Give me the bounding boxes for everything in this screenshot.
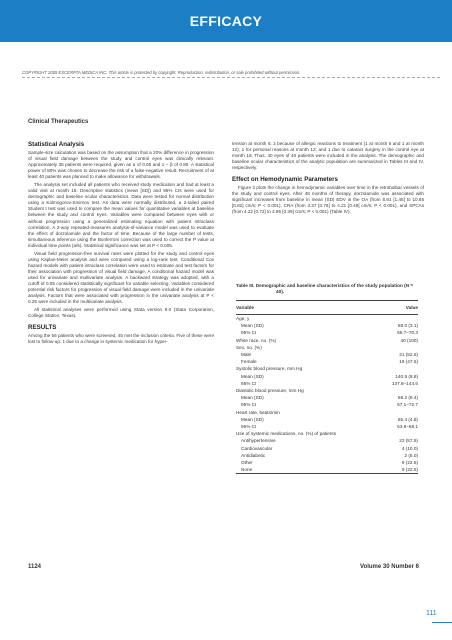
paragraph: All statistical analyses were performed using Stata version 9.0 (Stata Corporation, College Station, Texas). bbox=[28, 307, 214, 319]
volume-info: Volume 30 Number 6 bbox=[360, 564, 419, 570]
row-label: 95% CI bbox=[241, 424, 257, 430]
table-caption: Table III. Demographic and baseline characteristics of the study population (N = 40). bbox=[236, 283, 414, 294]
section-heading: Effect on Hemodynamic Parameters bbox=[232, 176, 338, 184]
right-column bbox=[232, 141, 424, 217]
row-label: Male bbox=[241, 352, 252, 358]
table-row bbox=[236, 365, 418, 372]
header-value: Value bbox=[405, 305, 418, 310]
table-row bbox=[236, 445, 418, 452]
row-label: Mean (SD) bbox=[241, 416, 264, 422]
table-row bbox=[236, 373, 418, 380]
corner-rule bbox=[432, 622, 452, 623]
row-value: 9 (22.5) bbox=[401, 460, 418, 466]
corner-page-number: 111 bbox=[426, 610, 437, 617]
paragraph: Visual field progression-free survival rates were plotted for the study and control eyes using Kaplan-Meier analysis and were compared using a log-rank test. Conditional Cox hazard models with patient intraclass correlation were used to estimate and test factors for their association with progression of visual field damage. A conditional hazard model was used for univariate and multivariate analysis. A backward strategy was adopted, with a cutoff of 0.05 considered statistically significant for variable selecting. Variables considered potential risk factors for progression of visual field damage were included in the univariate analysis. Factors that were associated with progression in the univariate analysis at P < 0.25 were included in the multivariate analysis. bbox=[28, 250, 214, 305]
table-row bbox=[236, 337, 418, 344]
row-label: Other bbox=[241, 460, 253, 466]
row-label: Antidiabetic bbox=[241, 452, 266, 458]
row-label: Heart rate, beats/min bbox=[236, 409, 280, 415]
section-heading: Statistical Analysis bbox=[28, 141, 85, 148]
table-row bbox=[236, 452, 418, 459]
row-label: Mean (SD) bbox=[241, 373, 264, 379]
banner-title: EFFICACY bbox=[189, 13, 263, 29]
table-row bbox=[236, 423, 418, 430]
left-column bbox=[28, 141, 214, 347]
table-row bbox=[236, 466, 418, 474]
table-demographics bbox=[236, 283, 418, 474]
table-row bbox=[236, 409, 418, 416]
row-value: 68.2 (8.4) bbox=[397, 395, 418, 401]
row-value: 137.8–144.6 bbox=[391, 380, 418, 386]
paragraph: Sample-size calculation was based on the assumption that a 20% difference in progression of visual field damage between the study and control eyes was clinically relevant. Approximately 35 patients were required, given an α of 0.05 and 1 − β of 0.80. A statistical power of 80% was chosen to decrease the risk of a false-negative result. Recruitment of at least 40 patients was planned to make allowance for withdrawals. bbox=[28, 150, 214, 180]
paragraph: Figure 3 plots the change in hemodynamic variables over time in the retrobulbar vessels of the study and control eyes. After 48 months of therapy, dorzolamide was associated with significant increases from baseline in mean (SD) EDV in the OA (from 8.91 [1.45] to 10.65 [0.82] cm/s; P < 0.001), CRA (from 3.37 [0.76] to 4.21 [0.48] cm/s; P < 0.001), and SPCAs (from 4.22 [0.72] to 4.95 [0.39] cm/s; P < 0.001) (Table IV). bbox=[232, 185, 424, 215]
copyright-notice: COPYRIGHT 2009 EXCERPTA MEDICA INC. This article is protected by copyright. Reproduction, redistribution, or sale prohibited without permission. bbox=[22, 70, 301, 75]
row-label: White race, no. (%) bbox=[236, 337, 277, 343]
table-row bbox=[236, 437, 418, 444]
row-label: Age, y bbox=[236, 316, 250, 321]
header-variable: Variable bbox=[236, 305, 254, 310]
row-label: 95% CI bbox=[241, 380, 257, 386]
row-value: 65.4 (4.8) bbox=[397, 416, 418, 422]
table-row bbox=[236, 401, 418, 408]
table-row bbox=[236, 387, 418, 394]
paragraph: tension at month 6; 2 because of allergic reactions to treatment (1 at month 6 and 1 at month 12); 1 for personal reasons at month 12; and 1 due to cataract surgery in the control eye at month 18. Thus, 40 eyes of 40 patients were included in the analysis. The demographic and baseline ocular characteristics of the analytic population are summarized in Tables III and IV, respectively. bbox=[232, 141, 424, 171]
table-body bbox=[236, 315, 418, 474]
table-row bbox=[236, 430, 418, 437]
table-row bbox=[236, 358, 418, 365]
table-row bbox=[236, 351, 418, 358]
row-label: Antihypertensive bbox=[241, 438, 276, 444]
row-label: Use of systemic medications, no. (%) of patients bbox=[236, 431, 337, 437]
row-label: 95% CI bbox=[241, 402, 257, 408]
row-label: Mean (SD) bbox=[241, 323, 264, 329]
row-label: Systolic blood pressure, mm Hg bbox=[236, 366, 303, 372]
row-value: 68.0 (3.1) bbox=[397, 323, 418, 329]
journal-name: Clinical Therapeutics bbox=[28, 119, 89, 125]
row-value: 19 (47.5) bbox=[399, 359, 418, 365]
row-label: Diastolic blood pressure, mm Hg bbox=[236, 388, 304, 394]
table-row bbox=[236, 394, 418, 401]
row-value: 4 (10.0) bbox=[401, 445, 418, 451]
divider bbox=[22, 77, 440, 78]
row-label: None bbox=[241, 467, 253, 473]
row-value: 65.7–70.3 bbox=[397, 330, 418, 336]
row-label: Mean (SD) bbox=[241, 395, 264, 401]
row-label: Cardiovascular bbox=[241, 445, 273, 451]
row-value: 9 (22.5) bbox=[401, 467, 418, 473]
table-row bbox=[236, 322, 418, 329]
section-banner bbox=[0, 0, 452, 42]
section-heading: RESULTS bbox=[28, 324, 57, 332]
row-value: 63.8–68.1 bbox=[397, 424, 418, 430]
table-row bbox=[236, 329, 418, 336]
table-row bbox=[236, 380, 418, 387]
row-value: 2 (5.0) bbox=[404, 452, 418, 458]
row-value: 140.5 (8.8) bbox=[395, 373, 418, 379]
row-value: 67.1–72.7 bbox=[397, 402, 418, 408]
paragraph: The analysis set included all patients who received study medication and had at least a valid visit at month 18. Descriptive statistics (mean [SD]) and 95% CIs were used for demographic and baseline ocular characteristics. Data were tested for normal distribution using a Kolmogorov-Smirnov test. As data were normally distributed, a 2-tailed paired Student t test was used to compare the mean values for quantitative variables at baseline between the study and control eyes. Variables were compared between eyes with or without progression using a generalized estimating equation with patient intraclass correlation. A 2-way repeated-measures analysis-of-variance model was used to evaluate the effect of dorzolamide and the factor of time. Because of the large number of tests, simultaneous inference using the Bonferroni correction was used to correct the P value at individual time points (a/5). Statistical significance was set at P < 0.005. bbox=[28, 182, 214, 248]
row-label: Female bbox=[241, 359, 257, 365]
row-label: Sex, no. (%) bbox=[236, 344, 262, 350]
page-number: 1124 bbox=[28, 564, 42, 570]
table-row bbox=[236, 344, 418, 351]
row-label: 95% CI bbox=[241, 330, 257, 336]
table-row bbox=[236, 416, 418, 423]
row-value: 21 (52.5) bbox=[399, 352, 418, 358]
paragraph: Among the 56 patients who were screened, 45 met the inclusion criteria. Five of these were lost to follow-up: 1 due to a change in systemic medication for hyper- bbox=[28, 333, 214, 345]
row-value: 23 (57.5) bbox=[399, 438, 418, 444]
table-header bbox=[236, 300, 418, 315]
table-row bbox=[236, 315, 418, 322]
table-row bbox=[236, 459, 418, 466]
row-value: 40 (100) bbox=[400, 337, 418, 343]
